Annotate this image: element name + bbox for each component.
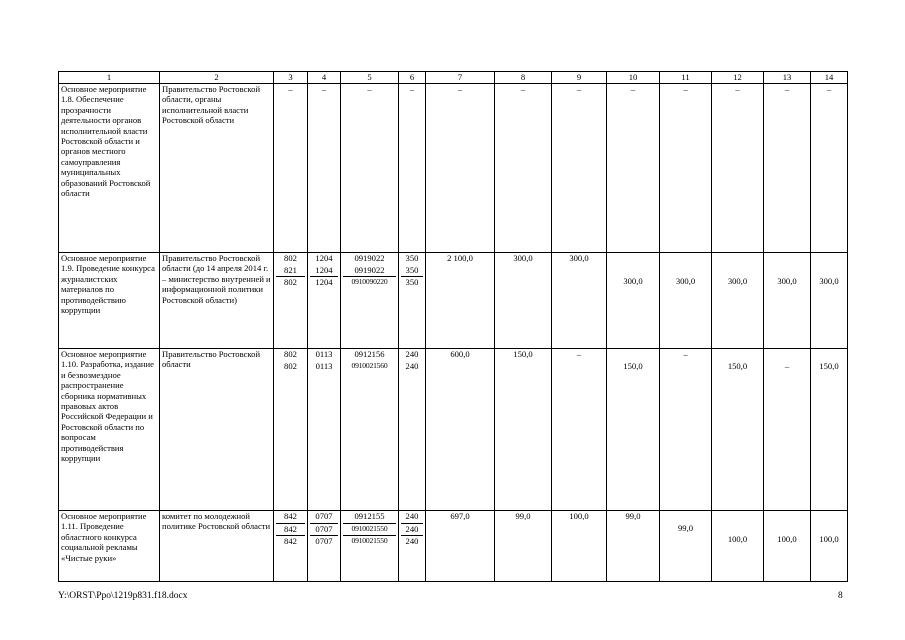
csr-cell: –	[341, 84, 399, 253]
grbs-value: 802	[284, 277, 297, 287]
year-cell	[811, 253, 848, 349]
year-cell: –	[660, 349, 712, 511]
vr-value: 240	[401, 524, 423, 537]
header-row	[59, 72, 848, 84]
csr-value: 0919022	[354, 253, 385, 263]
year-cell	[712, 253, 764, 349]
rzpr-cell	[308, 349, 341, 511]
grbs-value: 821	[276, 265, 305, 278]
year-value: 300,0	[777, 276, 797, 286]
rzpr-value: 1204	[315, 277, 333, 287]
year-cell	[607, 349, 660, 511]
year-cell: 99,0	[495, 511, 552, 582]
grbs-value: 802	[284, 253, 297, 263]
header-cell: 1	[59, 72, 160, 84]
year-value: 99,0	[677, 522, 694, 533]
rzpr-value: 0707	[310, 511, 338, 524]
year-cell	[712, 349, 764, 511]
rzpr-value: 0113	[315, 349, 333, 359]
year-cell: 300,0	[552, 253, 607, 349]
header-cell: 14	[811, 72, 848, 84]
table-row	[59, 349, 848, 511]
header-cell: 6	[399, 72, 426, 84]
grbs-cell	[274, 253, 308, 349]
year-cell	[811, 511, 848, 582]
table-row	[59, 253, 848, 349]
grbs-cell: –	[274, 84, 308, 253]
header-cell: 5	[341, 72, 399, 84]
csr-value: 0910090220	[351, 277, 388, 286]
header-cell: 7	[426, 72, 495, 84]
header-cell: 8	[495, 72, 552, 84]
rzpr-value: 1204	[310, 265, 338, 278]
csr-value: 0912155	[343, 511, 396, 524]
csr-value: 0910021550	[351, 536, 388, 545]
year-cell: 99,0	[607, 511, 660, 582]
total-cell: 697,0	[426, 511, 495, 582]
footer-file-path: Y:\ORST\Ppo\1219p831.f18.docx	[58, 591, 188, 601]
grbs-value: 842	[284, 536, 297, 546]
activity-name-cell: Основное мероприятие 1.10. Разработка, издание и безвозмездное распространение сборника нормативных правовых актов Российской Федерации и Ростовской области по вопросам противодействия коррупции	[59, 349, 160, 511]
year-cell	[811, 349, 848, 511]
year-cell	[712, 511, 764, 582]
year-cell	[764, 349, 811, 511]
year-cell: 300,0	[495, 253, 552, 349]
header-cell: 3	[274, 72, 308, 84]
activity-name-cell: Основное мероприятие 1.11. Проведение областного конкурса социальной рекламы «Чистые руки»	[59, 511, 160, 582]
header-cell: 12	[712, 72, 764, 84]
rzpr-value: 0113	[315, 360, 333, 371]
grbs-value: 842	[276, 511, 305, 524]
rzpr-value: 0707	[315, 536, 333, 546]
rzpr-value: 1204	[315, 253, 333, 263]
csr-cell	[341, 349, 399, 511]
year-cell: –	[764, 84, 811, 253]
csr-cell	[341, 253, 399, 349]
csr-value: 0912156	[354, 349, 385, 359]
year-cell: –	[811, 84, 848, 253]
year-value: 300,0	[819, 276, 839, 286]
executor-cell: Правительство Ростовской области, органы исполнительной власти Ростовской области	[160, 84, 274, 253]
header-cell: 11	[660, 72, 712, 84]
executor-cell: комитет по молодежной политике Ростовской области	[160, 511, 274, 582]
year-cell: –	[495, 84, 552, 253]
grbs-value: 802	[284, 349, 297, 359]
executor-cell: Правительство Ростовской области	[160, 349, 274, 511]
year-cell	[764, 253, 811, 349]
vr-cell	[399, 511, 426, 582]
vr-value: 350	[405, 253, 419, 263]
year-cell	[660, 253, 712, 349]
year-cell: 100,0	[552, 511, 607, 582]
vr-value: 350	[401, 265, 423, 278]
year-value: 150,0	[727, 360, 748, 371]
csr-value: 0919022	[343, 265, 396, 278]
year-value: 100,0	[819, 534, 839, 544]
year-value: –	[784, 360, 790, 371]
year-value: 150,0	[819, 360, 839, 371]
rzpr-cell: –	[308, 84, 341, 253]
year-cell	[607, 253, 660, 349]
year-value: 150,0	[623, 360, 643, 371]
grbs-value: 802	[284, 360, 297, 371]
header-cell: 9	[552, 72, 607, 84]
header-cell: 13	[764, 72, 811, 84]
year-cell	[660, 511, 712, 582]
budget-table	[58, 71, 848, 582]
year-cell: 150,0	[495, 349, 552, 511]
vr-cell	[399, 349, 426, 511]
year-cell: –	[660, 84, 712, 253]
grbs-cell	[274, 511, 308, 582]
year-value: 100,0	[777, 534, 797, 544]
header-cell: 10	[607, 72, 660, 84]
table-row	[59, 511, 848, 582]
page-number: 8	[838, 591, 843, 601]
activity-name-cell: Основное мероприятие 1.8. Обеспечение прозрачности деятельности органов исполнительной власти Ростовской области и органов местного самоуправления муниципальных образований Ростовской области	[59, 84, 160, 253]
csr-value: 0910021560	[351, 360, 388, 370]
vr-cell	[399, 253, 426, 349]
executor-cell: Правительство Ростовской области (до 14 апреля 2014 г. – министерство внутренней и информационной политики Ростовской области)	[160, 253, 274, 349]
total-cell: 600,0	[426, 349, 495, 511]
total-cell: –	[426, 84, 495, 253]
table-row	[59, 84, 848, 253]
header-cell: 2	[160, 72, 274, 84]
year-value: 300,0	[675, 276, 696, 286]
vr-value: 240	[405, 536, 419, 546]
activity-name-cell: Основное мероприятие 1.9. Проведение конкурса журналистских материалов по противодействию коррупции	[59, 253, 160, 349]
header-cell: 4	[308, 72, 341, 84]
vr-value: 240	[405, 349, 419, 359]
year-cell: –	[552, 349, 607, 511]
year-value: 300,0	[623, 276, 643, 286]
year-cell: –	[552, 84, 607, 253]
csr-value: 0910021550	[343, 524, 396, 537]
rzpr-cell	[308, 511, 341, 582]
vr-cell: –	[399, 84, 426, 253]
year-cell	[764, 511, 811, 582]
rzpr-cell	[308, 253, 341, 349]
vr-value: 350	[405, 277, 419, 287]
year-cell: –	[712, 84, 764, 253]
vr-value: 240	[401, 511, 423, 524]
year-value: 300,0	[727, 276, 748, 286]
total-cell: 2 100,0	[426, 253, 495, 349]
grbs-cell	[274, 349, 308, 511]
year-value: 100,0	[727, 534, 748, 544]
rzpr-value: 0707	[310, 524, 338, 537]
csr-cell	[341, 511, 399, 582]
grbs-value: 842	[276, 524, 305, 537]
vr-value: 240	[405, 360, 419, 371]
year-cell: –	[607, 84, 660, 253]
